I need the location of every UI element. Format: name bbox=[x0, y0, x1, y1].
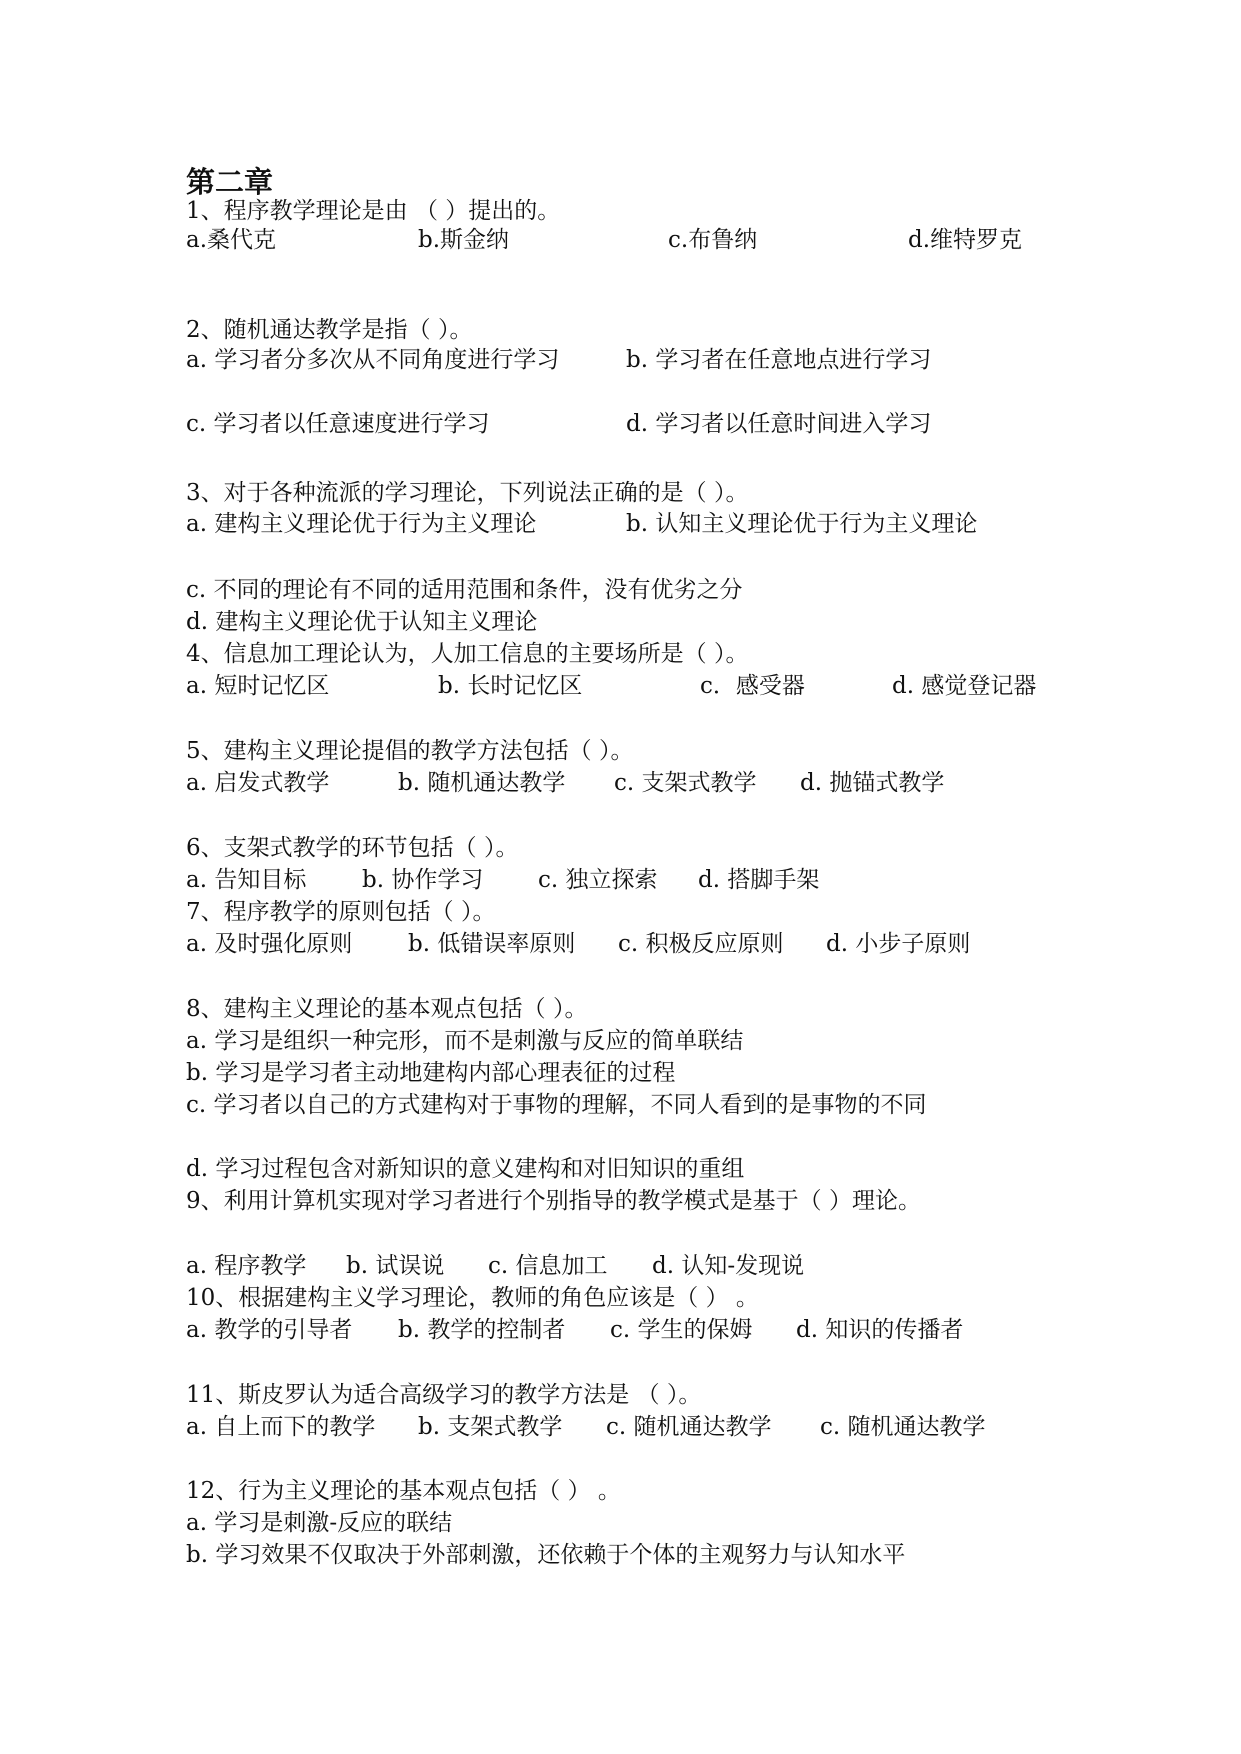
question-6-option-b: b. 协作学习 bbox=[362, 867, 484, 893]
question-1-option-b: b.斯金纳 bbox=[418, 227, 510, 253]
question-11-stem: 11、斯皮罗认为适合高级学习的教学方法是 （ ）。 bbox=[186, 1382, 702, 1408]
question-5-option-d: d. 抛锚式教学 bbox=[800, 770, 945, 796]
question-8-option-d: d. 学习过程包含对新知识的意义建构和对旧知识的重组 bbox=[186, 1156, 745, 1182]
question-5-stem: 5、建构主义理论提倡的教学方法包括（ ）。 bbox=[186, 738, 634, 764]
question-2-option-a: a. 学习者分多次从不同角度进行学习 bbox=[186, 347, 560, 373]
question-4-option-c: c．感受器 bbox=[700, 673, 805, 699]
question-3-stem: 3、对于各种流派的学习理论，下列说法正确的是（ ）。 bbox=[186, 480, 749, 506]
question-7-option-b: b. 低错误率原则 bbox=[408, 931, 576, 957]
question-4-option-b: b. 长时记忆区 bbox=[438, 673, 583, 699]
question-11-option-c: c. 随机通达教学 bbox=[606, 1414, 772, 1440]
question-1-stem: 1、程序教学理论是由 （ ）提出的。 bbox=[186, 198, 561, 224]
question-2-option-d: d. 学习者以任意时间进入学习 bbox=[626, 411, 932, 437]
question-2-option-b: b. 学习者在任意地点进行学习 bbox=[626, 347, 932, 373]
question-9-stem: 9、利用计算机实现对学习者进行个别指导的教学模式是基于（ ）理论。 bbox=[186, 1188, 921, 1214]
question-11-option-d: c. 随机通达教学 bbox=[820, 1414, 986, 1440]
chapter-title: 第二章 bbox=[186, 165, 274, 199]
question-12-option-a: a. 学习是刺激-反应的联结 bbox=[186, 1510, 453, 1536]
question-1-option-d: d.维特罗克 bbox=[908, 227, 1023, 253]
question-8-option-c: c. 学习者以自己的方式建构对于事物的理解，不同人看到的是事物的不同 bbox=[186, 1092, 927, 1118]
question-10-option-d: d. 知识的传播者 bbox=[796, 1317, 964, 1343]
question-11-option-b: b. 支架式教学 bbox=[418, 1414, 563, 1440]
question-7-stem: 7、程序教学的原则包括（ ）。 bbox=[186, 899, 496, 925]
question-6-option-d: d. 搭脚手架 bbox=[698, 867, 820, 893]
question-2-stem: 2、随机通达教学是指（ ）。 bbox=[186, 317, 473, 343]
question-8-option-a: a. 学习是组织一种完形，而不是刺激与反应的简单联结 bbox=[186, 1028, 744, 1054]
question-11-option-a: a. 自上而下的教学 bbox=[186, 1414, 376, 1440]
question-9-option-a: a. 程序教学 bbox=[186, 1253, 307, 1279]
question-12-option-b: b. 学习效果不仅取决于外部刺激，还依赖于个体的主观努力与认知水平 bbox=[186, 1542, 906, 1568]
question-2-option-c: c. 学习者以任意速度进行学习 bbox=[186, 411, 490, 437]
question-6-option-a: a. 告知目标 bbox=[186, 867, 307, 893]
question-9-option-d: d. 认知-发现说 bbox=[652, 1253, 805, 1279]
question-9-option-b: b. 试误说 bbox=[346, 1253, 445, 1279]
question-3-option-a: a. 建构主义理论优于行为主义理论 bbox=[186, 511, 537, 537]
question-10-option-a: a. 教学的引导者 bbox=[186, 1317, 353, 1343]
question-4-option-d: d. 感觉登记器 bbox=[892, 673, 1037, 699]
question-4-stem: 4、信息加工理论认为，人加工信息的主要场所是（ ）。 bbox=[186, 641, 749, 667]
question-10-option-b: b. 教学的控制者 bbox=[398, 1317, 566, 1343]
question-10-option-c: c. 学生的保姆 bbox=[610, 1317, 753, 1343]
question-6-option-c: c. 独立探索 bbox=[538, 867, 658, 893]
question-1-option-c: c.布鲁纳 bbox=[668, 227, 758, 253]
question-3-option-d: d. 建构主义理论优于认知主义理论 bbox=[186, 609, 538, 635]
question-9-option-c: c. 信息加工 bbox=[488, 1253, 608, 1279]
question-8-stem: 8、建构主义理论的基本观点包括（ ）。 bbox=[186, 996, 588, 1022]
question-10-stem: 10、根据建构主义学习理论，教师的角色应该是（ ） 。 bbox=[186, 1285, 759, 1311]
question-4-option-a: a. 短时记忆区 bbox=[186, 673, 330, 699]
question-7-option-c: c. 积极反应原则 bbox=[618, 931, 784, 957]
question-12-stem: 12、行为主义理论的基本观点包括（ ） 。 bbox=[186, 1478, 621, 1504]
question-3-option-b: b. 认知主义理论优于行为主义理论 bbox=[626, 511, 978, 537]
question-5-option-a: a. 启发式教学 bbox=[186, 770, 330, 796]
question-8-option-b: b. 学习是学习者主动地建构内部心理表征的过程 bbox=[186, 1060, 676, 1086]
question-5-option-b: b. 随机通达教学 bbox=[398, 770, 566, 796]
question-7-option-d: d. 小步子原则 bbox=[826, 931, 971, 957]
question-6-stem: 6、支架式教学的环节包括（ ）。 bbox=[186, 835, 519, 861]
question-7-option-a: a. 及时强化原则 bbox=[186, 931, 353, 957]
question-1-option-a: a.桑代克 bbox=[186, 227, 277, 253]
question-5-option-c: c. 支架式教学 bbox=[614, 770, 757, 796]
question-3-option-c: c. 不同的理论有不同的适用范围和条件，没有优劣之分 bbox=[186, 577, 743, 603]
